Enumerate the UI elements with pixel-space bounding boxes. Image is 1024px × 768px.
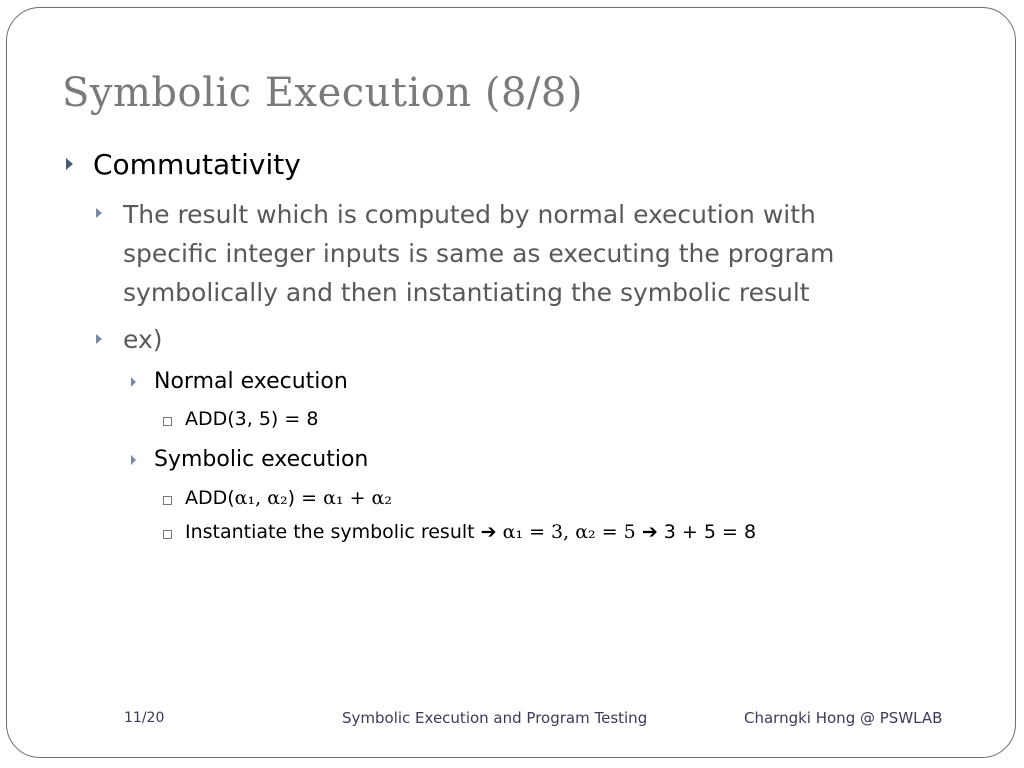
result-line-2: specific integer inputs is same as executing the program bbox=[123, 239, 835, 268]
bullet-add-symbolic bbox=[185, 487, 392, 509]
bullet-triangle-icon bbox=[66, 158, 73, 170]
arrow-right-icon: ➔ bbox=[480, 521, 497, 543]
bullet-add-concrete: ADD(3, 5) = 8 bbox=[185, 408, 319, 430]
square-bullet-icon bbox=[163, 417, 172, 426]
bullet-normal-execution: Normal execution bbox=[154, 369, 348, 394]
bullet-instantiate bbox=[185, 521, 756, 543]
slide-title: Symbolic Execution (8/8) bbox=[62, 70, 583, 116]
square-bullet-icon bbox=[163, 530, 172, 539]
footer-author: Charngki Hong @ PSWLAB bbox=[744, 709, 943, 727]
add-symbolic-rhs: α₁ + α₂ bbox=[323, 487, 392, 509]
bullet-commutativity: Commutativity bbox=[93, 148, 301, 181]
bullet-triangle-icon bbox=[131, 455, 136, 465]
add-symbolic-args: α₁, α₂ bbox=[234, 487, 288, 509]
footer-title: Symbolic Execution and Program Testing bbox=[342, 709, 648, 727]
bullet-triangle-icon bbox=[96, 334, 102, 344]
result-line-1: The result which is computed by normal execution with bbox=[123, 200, 816, 229]
add-symbolic-prefix: ADD( bbox=[185, 487, 235, 509]
instantiate-text: Instantiate the symbolic result bbox=[185, 521, 475, 543]
result-line-3: symbolically and then instantiating the symbolic result bbox=[123, 278, 810, 307]
bullet-triangle-icon bbox=[131, 377, 136, 387]
instantiate-math: α₁ = 3, α₂ = 5 bbox=[502, 521, 636, 543]
instantiate-result: 3 + 5 = 8 bbox=[663, 521, 757, 543]
footer-page-number: 11/20 bbox=[124, 710, 165, 726]
add-symbolic-eq: ) = bbox=[287, 487, 324, 509]
arrow-right-icon: ➔ bbox=[641, 521, 658, 543]
square-bullet-icon bbox=[163, 496, 172, 505]
bullet-ex: ex) bbox=[123, 325, 163, 354]
bullet-result-description bbox=[123, 195, 834, 312]
bullet-triangle-icon bbox=[96, 208, 102, 218]
bullet-symbolic-execution: Symbolic execution bbox=[154, 447, 369, 472]
